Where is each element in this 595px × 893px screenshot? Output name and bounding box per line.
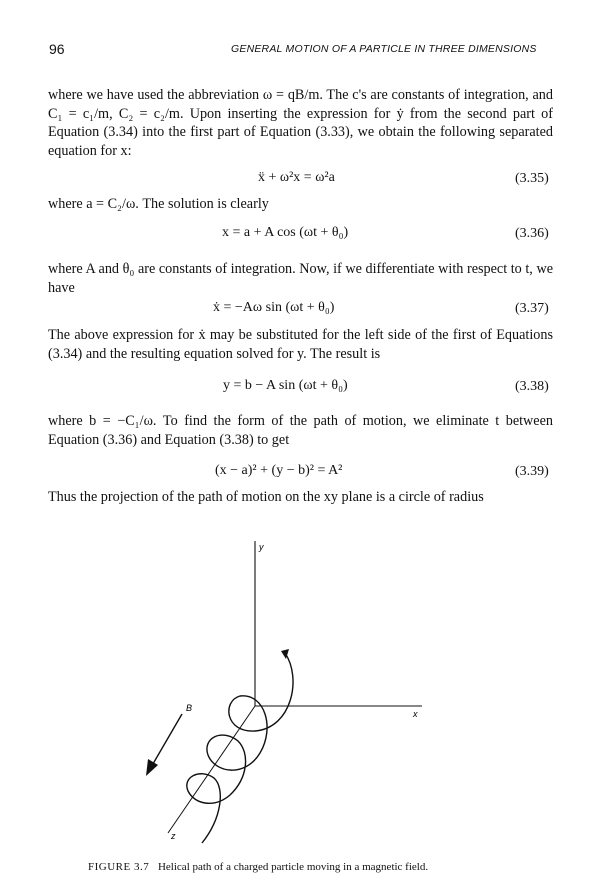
field-label: B <box>186 703 193 713</box>
equation-3-39: (x − a)² + (y − b)² = A² <box>215 463 343 478</box>
equation-number-3-37: (3.37) <box>515 301 549 316</box>
paragraph-6: Thus the projection of the path of motion on the xy plane is a circle of radius <box>48 489 484 505</box>
paragraph-3: where A and θ₀ are constants of integration. Now, if we differentiate with respect to t, we have <box>48 261 553 296</box>
equation-3-38: y = b − A sin (ωt + θ₀) <box>223 378 348 393</box>
paragraph-2: where a = C₂/ω. The solution is clearly <box>48 196 269 212</box>
equation-number-3-39: (3.39) <box>515 464 549 479</box>
paragraph-4: The above expression for ẋ may be substituted for the left side of the first of Equations (3.34) and the resulting equation solved for y. The result is <box>48 327 553 362</box>
equation-number-3-36: (3.36) <box>515 226 549 241</box>
z-axis-label: z <box>171 831 176 841</box>
helix-figure <box>130 533 460 853</box>
equation-3-35: ẍ + ω²x = ω²a <box>258 170 335 185</box>
figure-caption <box>88 861 428 873</box>
equation-number-3-35: (3.35) <box>515 171 549 186</box>
figure-caption-text: Helical path of a charged particle moving in a magnetic field. <box>157 861 429 873</box>
equation-number-3-38: (3.38) <box>515 379 549 394</box>
paragraph-5: where b = −C₁/ω. To find the form of the path of motion, we eliminate t between Equation (3.36) and Equation (3.38) to get <box>48 413 553 448</box>
helix-path <box>187 653 293 843</box>
figure-caption-label: FIGURE 3.7 <box>88 861 150 873</box>
page-number: 96 <box>49 41 65 57</box>
y-axis-label: y <box>259 542 264 552</box>
equation-3-36: x = a + A cos (ωt + θ₀) <box>222 225 349 240</box>
z-axis <box>168 706 255 833</box>
field-arrow <box>150 714 182 769</box>
paragraph-1: where we have used the abbreviation ω = qB/m. The c's are constants of integration, and C₁ = c₁/m, C₂ = c₂/m. Upon inserting the expression for ẏ from the second part of Equation (3.34) into the first part of Equation (3.33), we obtain the following separated equation for x: <box>48 87 553 159</box>
x-axis-label: x <box>413 709 418 719</box>
field-arrowhead <box>146 759 158 776</box>
equation-3-37: ẋ = −Aω sin (ωt + θ₀) <box>213 300 335 315</box>
running-head: GENERAL MOTION OF A PARTICLE IN THREE DIMENSIONS <box>231 43 537 55</box>
